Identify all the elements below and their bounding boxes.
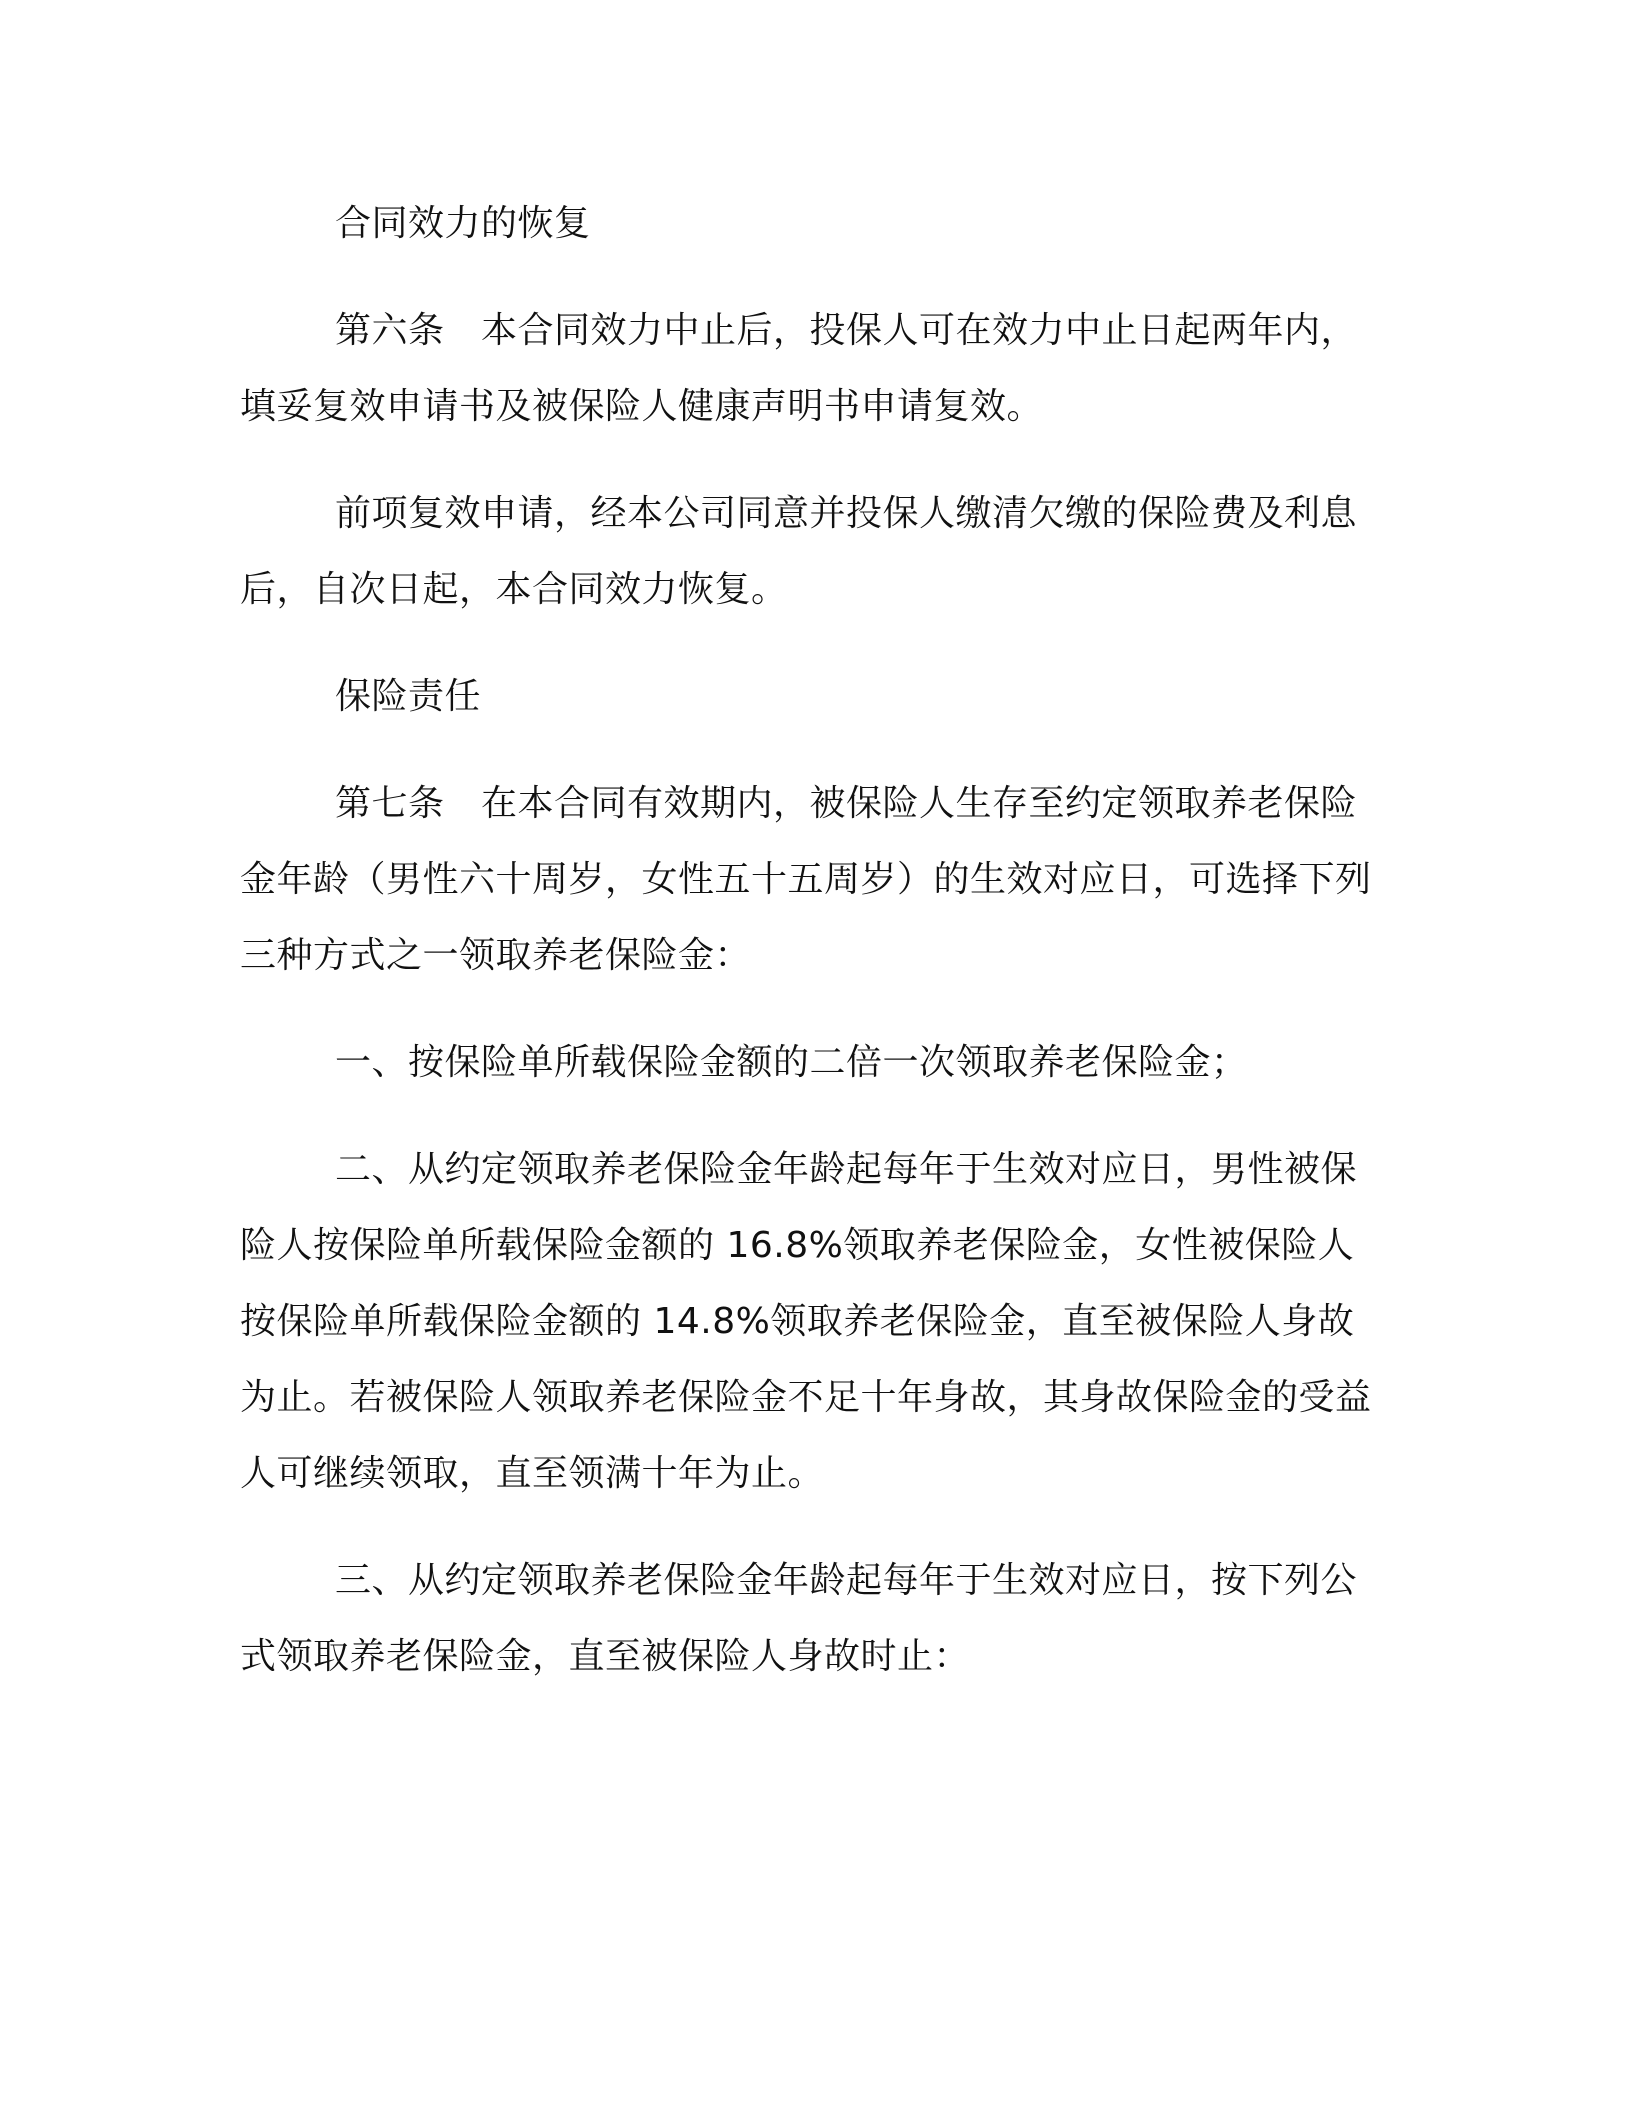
option-3-paragraph: 三、从约定领取养老保险金年龄起每年于生效对应日，按下列公式领取养老保险金，直至被保险人身故时止：: [240, 1560, 1358, 1677]
article-7-paragraph: 第七条 在本合同有效期内，被保险人生存至约定领取养老保险金年龄（男性六十周岁，女性五十五周岁）的生效对应日，可选择下列三种方式之一领取养老保险金：: [240, 783, 1372, 976]
option-1-paragraph: 一、按保险单所载保险金额的二倍一次领取养老保险金；: [335, 1042, 1248, 1083]
reinstatement-paragraph: 前项复效申请，经本公司同意并投保人缴清欠缴的保险费及利息后，自次日起，本合同效力恢复。: [240, 493, 1358, 610]
article-6-paragraph: 第六条 本合同效力中止后，投保人可在效力中止日起两年内，填妥复效申请书及被保险人健康声明书申请复效。: [240, 310, 1358, 427]
document-body: [240, 186, 1380, 1695]
section-heading-contract-restoration: 合同效力的恢复: [335, 203, 591, 244]
option-2-paragraph: 二、从约定领取养老保险金年龄起每年于生效对应日，男性被保险人按保险单所载保险金额的 16.8%领取养老保险金，女性被保险人按保险单所载保险金额的 14.8%领取养老保险金，直至被保险人身故为止。若被保险人领取养老保险金不足十年身故，其身故保险金的受益人可继续领取，直至领满十年为止。: [240, 1149, 1372, 1494]
section-heading-insurance-liability: 保险责任: [335, 676, 482, 717]
